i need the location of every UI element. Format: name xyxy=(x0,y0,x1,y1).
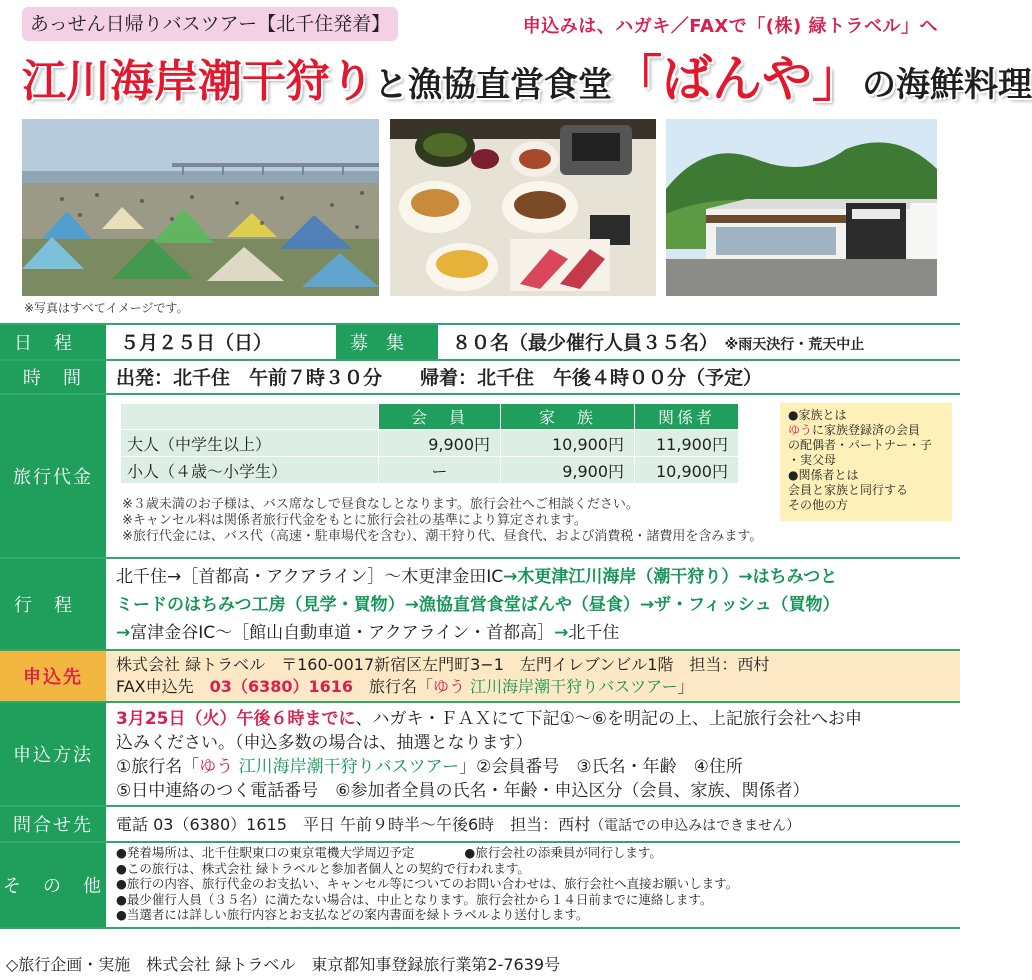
apply-to-label: 申込先 xyxy=(0,651,106,701)
price-table xyxy=(120,403,739,484)
price-family: 10,900円 xyxy=(501,430,635,457)
price-category: 小人（４歳〜小学生） xyxy=(121,457,379,484)
price-family: 9,900円 xyxy=(501,457,635,484)
contact-value: 電話 03（6380）1615 平日 午前９時半〜午後6時 担当：西村（電話での申込みはできません） xyxy=(116,815,801,834)
deadline: 3月25日（火）午後６時までに xyxy=(116,709,356,729)
schedule-row xyxy=(0,323,960,359)
price-label: 旅行代金 xyxy=(0,395,106,557)
beach-photo xyxy=(22,119,379,296)
time-value: 出発：北千住 午前７時３０分 帰着：北千住 午後４時００分（予定） xyxy=(116,367,763,389)
honey-factory-photo xyxy=(666,119,937,296)
list-item: ●当選者には詳しい旅行内容とお支払などの案内書面を緑トラベルより送付します。 xyxy=(116,907,589,922)
time-row xyxy=(0,359,960,393)
method-value: 3月25日（火）午後６時までに、ハガキ・ＦＡＸにて下記①〜⑥を明記の上、上記旅行会社へお申 込みください。（申込多数の場合は、抽選となります） ①旅行名「ゆう 江川海岸潮干狩りバスツアー」②会員番号 ③氏名・年齢 ④住所 ⑤日中連絡のつく電話番号 ⑥参加者全員の氏名・年齢・申込区分（会員、家族、関係者） xyxy=(116,709,862,801)
itinerary-label: 行 程 xyxy=(0,559,106,649)
tour-type-tag: あっせん日帰りバスツアー【北千住発着】 xyxy=(22,7,398,41)
price-related: 11,900円 xyxy=(635,430,739,457)
list-item: ●発着場所は、北千住駅東口の東京電機大学周辺予定 ●旅行会社の添乗員が同行します。 xyxy=(116,845,662,860)
price-notes: ※３歳未満のお子様は、バス席なしで昼食なしとなります。旅行会社へご相談ください。 ※キャンセル料は関係者旅行代金をもとに旅行会社の基準により算定されます。 ※旅行代金には、バス代（高速・駐車場代を含む）、潮干狩り代、昼食代、および消費税・諸費用を含みます。 xyxy=(122,497,763,544)
apply-to-value: 株式会社 緑トラベル 〒160-0017新宿区左門町3−1 左門イレブンビル1階 担当：西村 FAX申込先 03（6380）1616 旅行名「ゆう 江川海岸潮干狩りバスツアー」 xyxy=(106,651,960,701)
itinerary-value: 北千住→［首都高・アクアライン］〜木更津金田IC→木更津江川海岸（潮干狩り）→はちみつと ミードのはちみつ工房（見学・買物）→漁協直営食堂ばんや（昼食）→ザ・フィッシュ（買物） →富津金谷IC〜［館山自動車道・アクアライン・首都高］→北千住 xyxy=(116,567,840,643)
main-title xyxy=(22,46,1032,112)
price-header-member: 会 員 xyxy=(379,404,501,430)
date-value: ５月２５日（日） xyxy=(120,332,273,354)
other-value xyxy=(106,843,960,927)
capacity-value: ８０名（最少催行人員３５名） ※雨天決行・荒天中止 xyxy=(452,332,865,354)
apply-to-row xyxy=(0,649,960,701)
seafood-meal-photo xyxy=(390,119,656,296)
list-item: ●この旅行は、株式会社 緑トラベルと参加者個人との契約で行われます。 xyxy=(116,860,530,876)
price-member: 9,900円 xyxy=(379,430,501,457)
price-category: 大人（中学生以上） xyxy=(121,430,379,457)
contact-label: 問合せ先 xyxy=(0,807,106,841)
method-row xyxy=(0,701,960,805)
other-label: そ の 他 xyxy=(0,843,106,927)
table-end-divider xyxy=(0,927,960,929)
list-item: ●旅行の内容、旅行代金のお支払い、キャンセル等についてのお問い合わせは、旅行会社へ直接お願いします。 xyxy=(116,876,739,891)
price-row-child xyxy=(121,457,739,484)
title-part-2: と漁協直営食堂 xyxy=(374,65,612,105)
contact-row xyxy=(0,805,960,841)
price-header-related: 関係者 xyxy=(635,404,739,430)
price-area xyxy=(106,395,960,557)
list-item: ●最少催行人員（３５名）に満たない場合は、中止となります。旅行会社から１４日前までに連絡します。 xyxy=(116,891,713,907)
photo-note: ※写真はすべてイメージです。 xyxy=(24,301,189,315)
footer: ◇旅行企画・実施 株式会社 緑トラベル 東京都知事登録旅行業第2-7639号 xyxy=(6,955,561,974)
method-label: 申込方法 xyxy=(0,703,106,805)
capacity-label: 募 集 xyxy=(336,325,438,359)
info-table xyxy=(0,323,960,929)
price-related: 10,900円 xyxy=(635,457,739,484)
price-row xyxy=(0,393,960,557)
itinerary-row xyxy=(0,557,960,649)
title-part-3: 「ばんや」 xyxy=(612,50,862,108)
price-header-blank xyxy=(121,404,379,430)
price-row-adult xyxy=(121,430,739,457)
weather-note: ※雨天決行・荒天中止 xyxy=(724,337,865,353)
time-label: 時 間 xyxy=(0,361,106,393)
other-row xyxy=(0,841,960,927)
title-part-1: 江川海岸潮干狩り xyxy=(22,56,374,107)
date-label: 日 程 xyxy=(0,325,106,359)
price-header-family: 家 族 xyxy=(501,404,635,430)
price-member: ー xyxy=(379,457,501,484)
fax-number: 03（6380）1616 xyxy=(209,677,354,696)
apply-note: 申込みは、ハガキ／FAXで「(株) 緑トラベル」へ xyxy=(522,16,938,37)
title-part-4: の海鮮料理 xyxy=(862,65,1032,105)
family-definition-note: ●家族とは ゆうに家族登録済の会員 の配偶者・パートナー・子 ・実父母 ●関係者とは 会員と家族と同行する その他の方 xyxy=(780,403,952,521)
